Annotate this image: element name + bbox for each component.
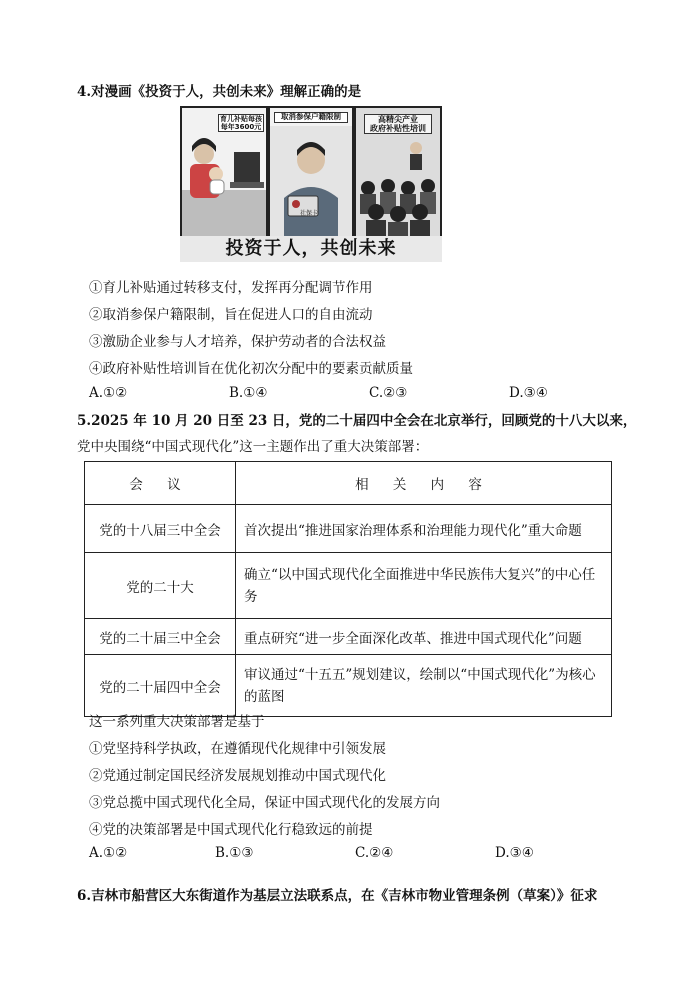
q4-options xyxy=(89,385,569,401)
comic-illustration xyxy=(180,106,442,260)
table-cell-content: 首次提出“推进国家治理体系和治理能力现代化”重大命题 xyxy=(236,505,612,553)
q4-option-c[interactable]: C.②③ xyxy=(369,385,408,401)
q5-statement-3: ③党总揽中国式现代化全局，保证中国式现代化的发展方向 xyxy=(89,795,440,811)
q4-stem: 4.对漫画《投资于人，共创未来》理解正确的是 xyxy=(77,84,362,100)
comic-caption: 投资于人，共创未来 xyxy=(180,236,442,262)
panel1-sign xyxy=(218,114,264,132)
q5-statement-1: ①党坚持科学执政，在遵循现代化规律中引领发展 xyxy=(89,741,386,757)
panel1-sign-line2: 每年3600元 xyxy=(220,123,262,132)
q5-option-d[interactable]: D.③④ xyxy=(495,845,534,861)
panel2-sign: 取消参保户籍限制 xyxy=(274,112,348,123)
q4-statement-3: ③激励企业参与人才培养，保护劳动者的合法权益 xyxy=(89,334,386,350)
q5-statement-4: ④党的决策部署是中国式现代化行稳致远的前提 xyxy=(89,822,373,838)
q5-option-a[interactable]: A.①② xyxy=(89,845,128,861)
table-row xyxy=(85,655,612,717)
panel3-sign xyxy=(364,114,432,134)
header-content: 相 关 内 容 xyxy=(236,462,612,505)
comic-panel-training xyxy=(354,106,442,238)
q4-option-b[interactable]: B.①④ xyxy=(229,385,268,401)
table-row xyxy=(85,619,612,655)
comic-panel-childcare xyxy=(180,106,268,238)
q5-statement-2: ②党通过制定国民经济发展规划推动中国式现代化 xyxy=(89,768,386,784)
q4-option-d[interactable]: D.③④ xyxy=(509,385,548,401)
q4-option-a[interactable]: A.①② xyxy=(89,385,128,401)
panel1-sign-line1: 育儿补贴每孩 xyxy=(220,115,262,123)
q5-stem-line1: 5.2025 年 10 月 20 日至 23 日，党的二十届四中全会在北京举行，回顾党的十八大以来， xyxy=(77,413,637,429)
q5-lead: 这一系列重大决策部署是基于 xyxy=(89,714,265,730)
panel3-sign-line2: 政府补贴性培训 xyxy=(370,124,426,134)
q5-options xyxy=(89,845,555,861)
q4-statement-2: ②取消参保户籍限制，旨在促进人口的自由流动 xyxy=(89,307,373,323)
q5-option-c[interactable]: C.②④ xyxy=(355,845,394,861)
comic-panel-social-security xyxy=(268,106,354,238)
table-cell-meeting: 党的十八届三中全会 xyxy=(85,505,236,553)
table-cell-meeting: 党的二十届四中全会 xyxy=(85,655,236,717)
header-meeting: 会 议 xyxy=(85,462,236,505)
decisions-table xyxy=(84,461,612,717)
q4-statement-4: ④政府补贴性培训旨在优化初次分配中的要素贡献质量 xyxy=(89,361,413,377)
table-cell-meeting: 党的二十届三中全会 xyxy=(85,619,236,655)
table-cell-content: 确立“以中国式现代化全面推进中华民族伟大复兴”的中心任务 xyxy=(236,553,612,619)
social-security-card: 社保卡 xyxy=(300,210,319,217)
table-cell-content: 审议通过“十五五”规划建议，绘制以“中国式现代化”为核心的蓝图 xyxy=(236,655,612,717)
q4-statement-1: ①育儿补贴通过转移支付，发挥再分配调节作用 xyxy=(89,280,373,296)
q5-option-b[interactable]: B.①③ xyxy=(215,845,254,861)
q6-stem: 6.吉林市船营区大东街道作为基层立法联系点，在《吉林市物业管理条例（草案）》征求 xyxy=(77,888,598,904)
table-cell-meeting: 党的二十大 xyxy=(85,553,236,619)
panel3-sign-line1: 高精尖产业 xyxy=(378,115,418,124)
table-header-row xyxy=(85,462,612,505)
table-cell-content: 重点研究“进一步全面深化改革、推进中国式现代化”问题 xyxy=(236,619,612,655)
table-row xyxy=(85,553,612,619)
q5-stem-line2: 党中央围绕“中国式现代化”这一主题作出了重大决策部署： xyxy=(77,439,429,455)
table-row xyxy=(85,505,612,553)
